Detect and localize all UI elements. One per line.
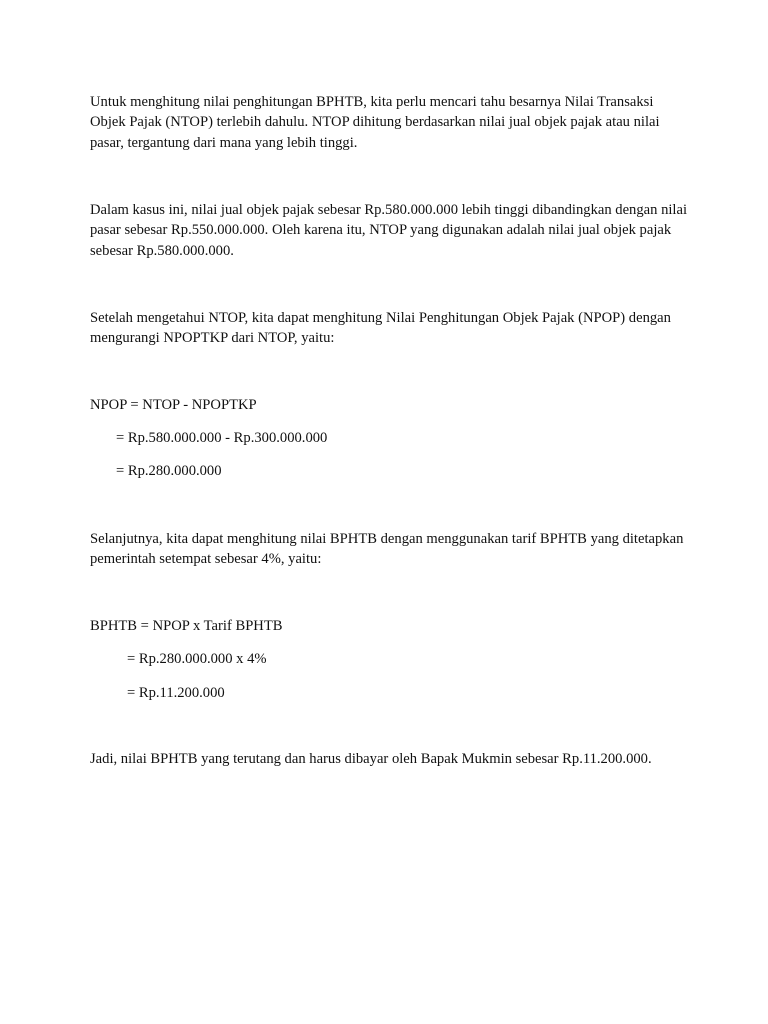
bphtb-step-result: = Rp.11.200.000 xyxy=(127,685,225,701)
npop-formula: NPOP = NTOP - NPOPTKP xyxy=(90,397,257,413)
paragraph-ntop-intro: Untuk menghitung nilai penghitungan BPHTB, kita perlu mencari tahu besarnya Nilai Transaksi Objek Pajak (NTOP) terlebih dahulu. NTOP dihitung berdasarkan nilai jual objek pajak atau nilai pasar, tergantung dari mana yang lebih tinggi. xyxy=(90,94,660,151)
paragraph-bphtb-intro: Selanjutnya, kita dapat menghitung nilai BPHTB dengan menggunakan tarif BPHTB yang ditetapkan pemerintah setempat sebesar 4%, yaitu: xyxy=(90,531,684,568)
npop-step-subtraction: = Rp.580.000.000 - Rp.300.000.000 xyxy=(116,430,328,446)
bphtb-formula: BPHTB = NPOP x Tarif BPHTB xyxy=(90,618,283,634)
paragraph-conclusion: Jadi, nilai BPHTB yang terutang dan harus dibayar oleh Bapak Mukmin sebesar Rp.11.200.000. xyxy=(90,751,652,767)
paragraph-npop-intro: Setelah mengetahui NTOP, kita dapat menghitung Nilai Penghitungan Objek Pajak (NPOP) dengan mengurangi NPOPTKP dari NTOP, yaitu: xyxy=(90,310,671,347)
paragraph-ntop-case: Dalam kasus ini, nilai jual objek pajak sebesar Rp.580.000.000 lebih tinggi dibandingkan dengan nilai pasar sebesar Rp.550.000.000. Oleh karena itu, NTOP yang digunakan adalah nilai jual objek pajak sebesar Rp.580.000.000. xyxy=(90,202,688,259)
npop-step-result: = Rp.280.000.000 xyxy=(116,463,222,479)
bphtb-step-multiplication: = Rp.280.000.000 x 4% xyxy=(127,651,267,667)
